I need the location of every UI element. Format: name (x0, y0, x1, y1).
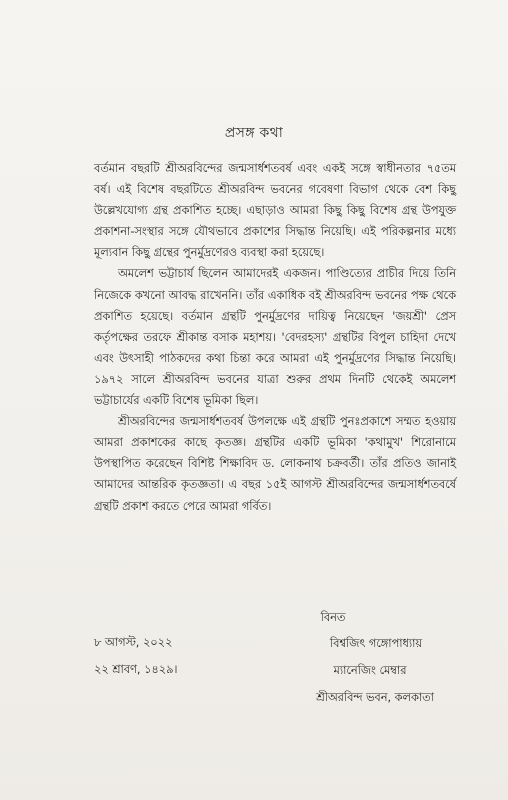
page-title: প্রসঙ্গ কথা (224, 125, 284, 141)
signature-name: বিশ্বজিৎ গঙ্গোপাধ্যায় (329, 637, 423, 650)
date-bengali: ২২ শ্রাবণ, ১৪২৯। (94, 663, 178, 676)
paragraph-2: অমলেশ ভট্টাচার্য ছিলেন আমাদেরই একজন। পাণ্ডিত্যের প্রাচীর দিয়ে তিনি নিজেকে কখনো আবদ্ধ রাখেননি। তাঁর একাধিক বই শ্রীঅরবিন্দ ভবনের পক্ষ থেকে প্রকাশিত হয়েছে। বর্তমান গ্রন্থটি পুনর্মুদ্রণের দায়িত্ব নিয়েছেন 'জয়শ্রী' প্রেস কর্তৃপক্ষের তরফে শ্রীকান্ত বসাক মহাশয়। 'বেদরহস্য' গ্রন্থটির বিপুল চাহিদা দেখে এবং উৎসাহী পাঠকদের কথা চিন্তা করে আমরা এই পুনর্মুদ্রণের সিদ্ধান্ত নিয়েছি। ১৯৭২ সালে শ্রীঅরবিন্দ ভবনের যাত্রা শুরুর প্রথম দিনটি থেকেই অমলেশ ভট্টাচার্যের একটি বিশেষ ভূমিকা ছিল। (94, 267, 456, 408)
date-gregorian: ৮ আগস্ট, ২০২২ (94, 636, 173, 649)
signature-role: ম্যানেজিং মেম্বার (333, 664, 407, 677)
preface-body (94, 158, 456, 517)
paragraph-3: শ্রীঅরবিন্দের জন্মসার্ধশতবর্ষ উপলক্ষে এই গ্রন্থটি পুনঃপ্রকাশে সম্মত হওয়ায় আমরা প্রকাশকের কাছে কৃতজ্ঞ। গ্রন্থটির একটি ভূমিকা 'কথামুখ' শিরোনামে উপস্থাপিত করেছেন বিশিষ্ট শিক্ষাবিদ ড. লোকনাথ চক্রবর্তী। তাঁর প্রতিও জানাই আমাদের আন্তরিক কৃতজ্ঞতা। এ বছর ১৫ই আগস্ট শ্রীঅরবিন্দের জন্মসার্ধশতবর্ষে গ্রন্থটি প্রকাশ করতে পেরে আমরা গর্বিত। (94, 415, 456, 513)
signature-closing: বিনত (320, 611, 346, 624)
paragraph-1: বর্তমান বছরটি শ্রীঅরবিন্দের জন্মসার্ধশতবর্ষ এবং একই সঙ্গে স্বাধীনতার ৭৫তম বর্ষ। এই বিশেষ বছরটিতে শ্রীঅরবিন্দ ভবনের গবেষণা বিভাগ থেকে বেশ কিছু উল্লেখযোগ্য গ্রন্থ প্রকাশিত হচ্ছে। এছাড়াও আমরা কিছু কিছু বিশেষ গ্রন্থ উপযুক্ত প্রকাশনা-সংস্থার সঙ্গে যৌথভাবে প্রকাশের সিদ্ধান্ত নিয়েছি। এই পরিকল্পনার মধ্যে মূল্যবান কিছু গ্রন্থের পুনর্মুদ্রণেরও ব্যবস্থা করা হয়েছে। (94, 162, 456, 260)
signature-org: শ্রীঅরবিন্দ ভবন, কলকাতা (316, 691, 434, 704)
